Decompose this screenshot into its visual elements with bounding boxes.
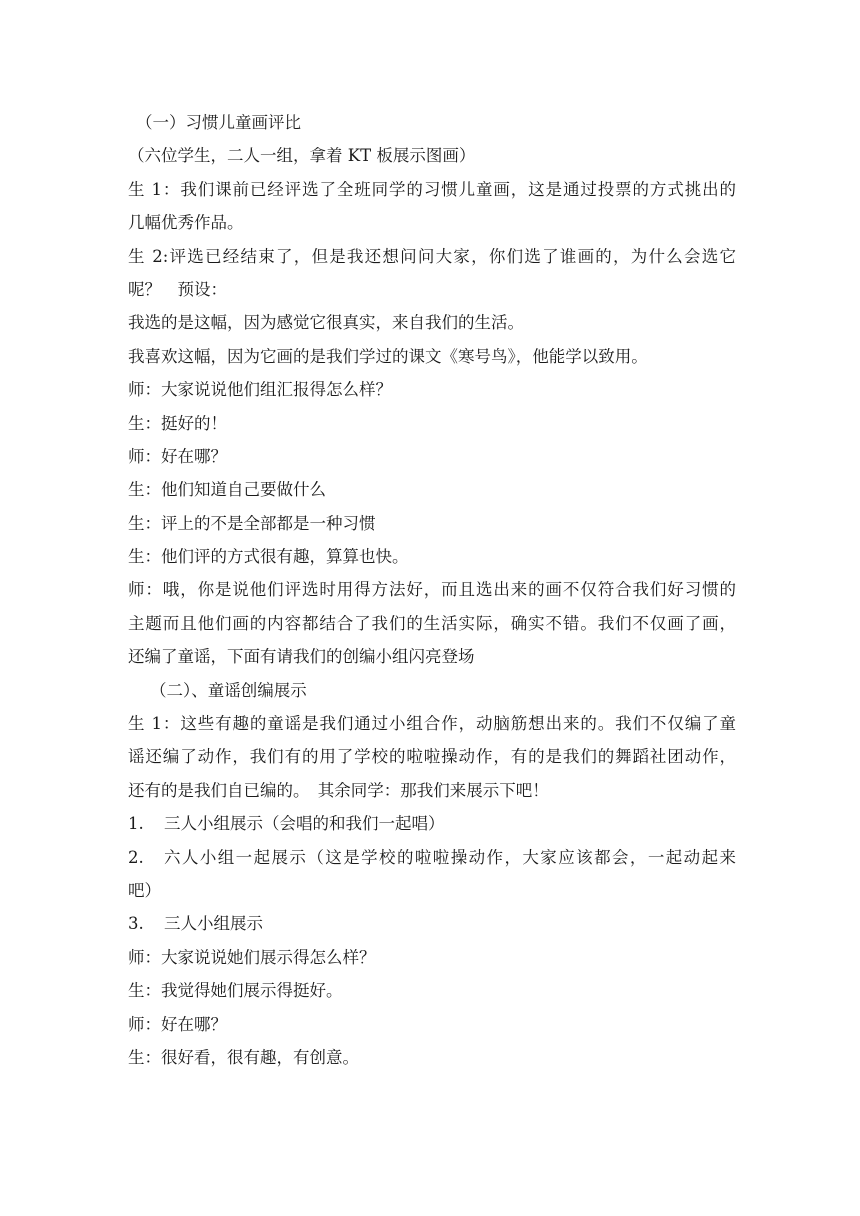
list-number: 1. [128, 814, 144, 834]
text-line: 生 1：这些有趣的童谣是我们通过小组合作，动脑筋想出来的。我们不仅编了童 [128, 714, 736, 734]
text-line: （一）习惯儿童画评比 [136, 113, 301, 132]
text-line: （六位学生，二人一组，拿着 KT 板展示图画） [128, 146, 476, 166]
text-line: 生：评上的不是全部都是一种习惯 [128, 513, 376, 533]
list-item [128, 807, 736, 840]
list-item-text: 三人小组展示（会唱的和我们一起唱） [164, 814, 445, 834]
list-number: 2. [128, 847, 144, 867]
text-line: 主题而且他们画的内容都结合了我们的生活实际，确实不错。我们不仅画了画， [128, 613, 736, 633]
list-item-text: 三人小组展示 [164, 914, 263, 934]
text-line: 生：他们知道自己要做什么 [128, 480, 326, 500]
text-line: 谣还编了动作，我们有的用了学校的啦啦操动作，有的是我们的舞蹈社团动作， [128, 747, 736, 767]
list-number: 3. [128, 914, 144, 934]
text-line: 生 1：我们课前已经评选了全班同学的习惯儿童画，这是通过投票的方式挑出的 [128, 179, 736, 199]
text-line: 生：他们评的方式很有趣，算算也快。 [128, 547, 409, 567]
text-line: 生：很好看，很有趣，有创意。 [128, 1047, 359, 1067]
text-line: 师：大家说说他们组汇报得怎么样？ [128, 380, 392, 400]
text-line: 呢？ 预设： [128, 279, 227, 299]
text-line: 生：挺好的！ [128, 413, 227, 433]
text-line: 几幅优秀作品。 [128, 213, 244, 233]
text-line: 吧） [128, 880, 161, 900]
list-item [128, 841, 736, 874]
text-line: 生：我觉得她们展示得挺好。 [128, 981, 343, 1001]
text-line: 我喜欢这幅，因为它画的是我们学过的课文《寒号鸟》，他能学以致用。 [128, 346, 648, 366]
text-line: 生 2:评选已经结束了，但是我还想问问大家，你们选了谁画的，为什么会选它 [128, 246, 736, 266]
text-line: 师：哦，你是说他们评选时用得方法好，而且选出来的画不仅符合我们好习惯的 [128, 580, 736, 600]
text-line: 还编了童谣，下面有请我们的创编小组闪亮登场 [128, 647, 475, 667]
text-line: 我选的是这幅，因为感觉它很真实，来自我们的生活。 [128, 313, 524, 333]
list-item-text: 六人小组一起展示（这是学校的啦啦操动作，大家应该都会，一起动起来 [164, 847, 736, 867]
document-body [128, 106, 736, 1074]
text-line: 师：好在哪？ [128, 1014, 227, 1034]
list-item [128, 907, 736, 940]
text-line: （二）、童谣创编展示 [150, 680, 307, 700]
text-line: 师：好在哪？ [128, 446, 227, 466]
text-line: 师：大家说说她们展示得怎么样？ [128, 947, 376, 967]
text-line: 还有的是我们自已编的。 其余同学：那我们来展示下吧！ [128, 780, 549, 800]
